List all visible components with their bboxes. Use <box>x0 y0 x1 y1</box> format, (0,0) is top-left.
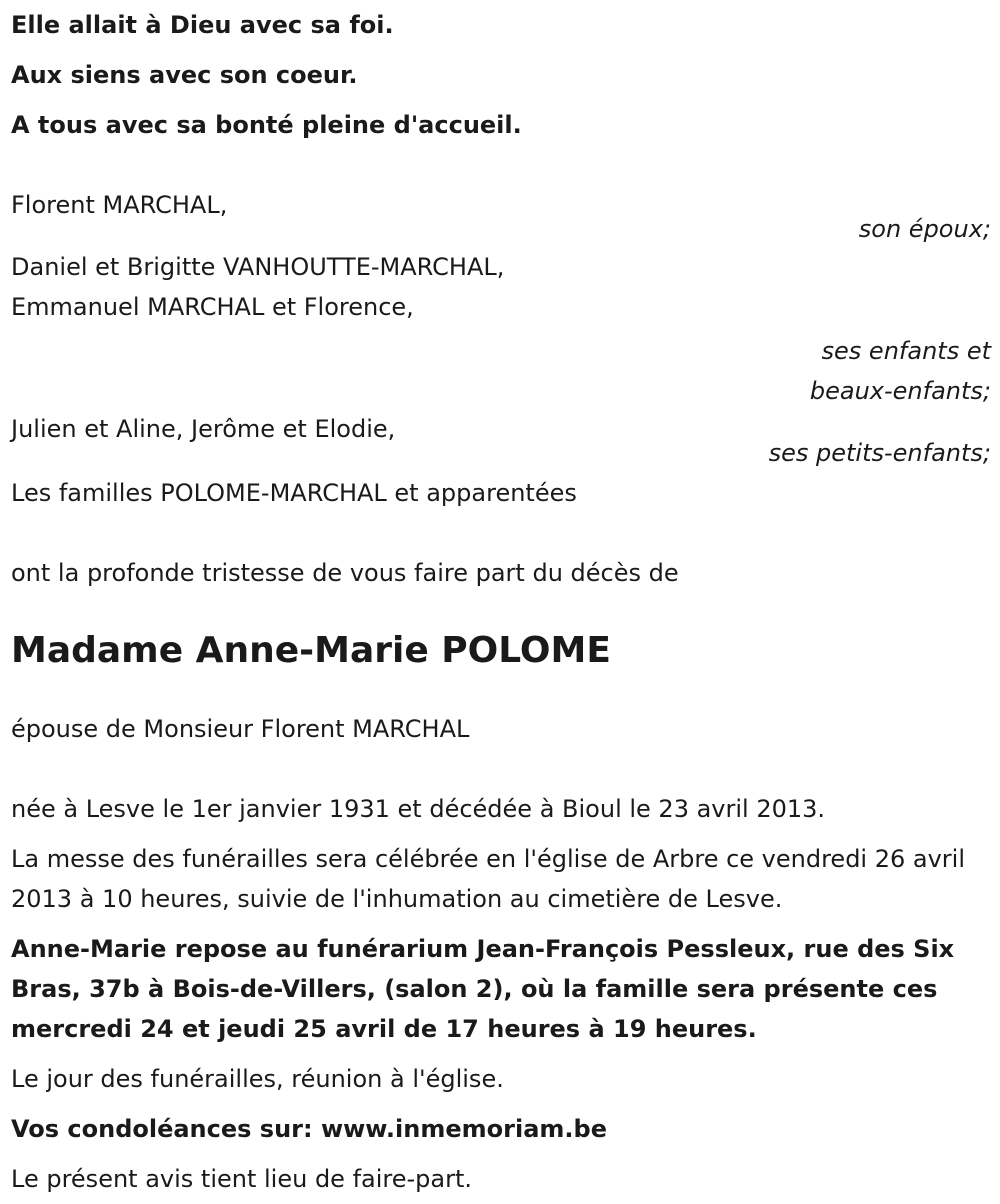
epigraph-line: Elle allait à Dieu avec sa foi. <box>11 11 394 39</box>
spouse-of: épouse de Monsieur Florent MARCHAL <box>11 715 470 743</box>
announcement-text: ont la profonde tristesse de vous faire part du décès de <box>11 559 679 587</box>
funeral-mass-info: La messe des funérailles sera célébrée en l'église de Arbre ce vendredi 26 avril 2013 à 10 heures, suivie de l'inhumation au cimetière de Lesve. <box>11 845 966 913</box>
notice-text: Le présent avis tient lieu de faire-part. <box>11 1165 473 1193</box>
family-list <box>11 185 991 513</box>
children-line: Emmanuel MARCHAL et Florence, <box>11 293 414 321</box>
children-role: ses enfants et <box>821 337 991 365</box>
epigraph <box>11 5 991 145</box>
condolences-info: Vos condoléances sur: www.inmemoriam.be <box>11 1115 607 1143</box>
funerarium-info: Anne-Marie repose au funérarium Jean-François Pessleux, rue des Six Bras, 37b à Bois-de-Villers, (salon 2), où la famille sera présente ces mercredi 24 et jeudi 25 avril de 17 heures à 19 heures. <box>11 935 955 1043</box>
grandchildren-role: ses petits-enfants; <box>768 439 991 467</box>
spouse-role: son époux; <box>858 215 991 243</box>
epigraph-line: A tous avec sa bonté pleine d'accueil. <box>11 111 522 139</box>
meeting-info: Le jour des funérailles, réunion à l'église. <box>11 1065 504 1093</box>
obituary-notice <box>11 5 991 1199</box>
epigraph-line: Aux siens avec son coeur. <box>11 61 358 89</box>
spouse-name: Florent MARCHAL, <box>11 191 228 219</box>
birth-death-dates: née à Lesve le 1er janvier 1931 et décédée à Bioul le 23 avril 2013. <box>11 795 826 823</box>
children-line: Daniel et Brigitte VANHOUTTE-MARCHAL, <box>11 253 505 281</box>
grandchildren-name: Julien et Aline, Jerôme et Elodie, <box>11 415 396 443</box>
children-role: beaux-enfants; <box>809 377 991 405</box>
deceased-name: Madame Anne-Marie POLOME <box>11 630 611 671</box>
extended-families: Les familles POLOME-MARCHAL et apparentées <box>11 479 577 507</box>
